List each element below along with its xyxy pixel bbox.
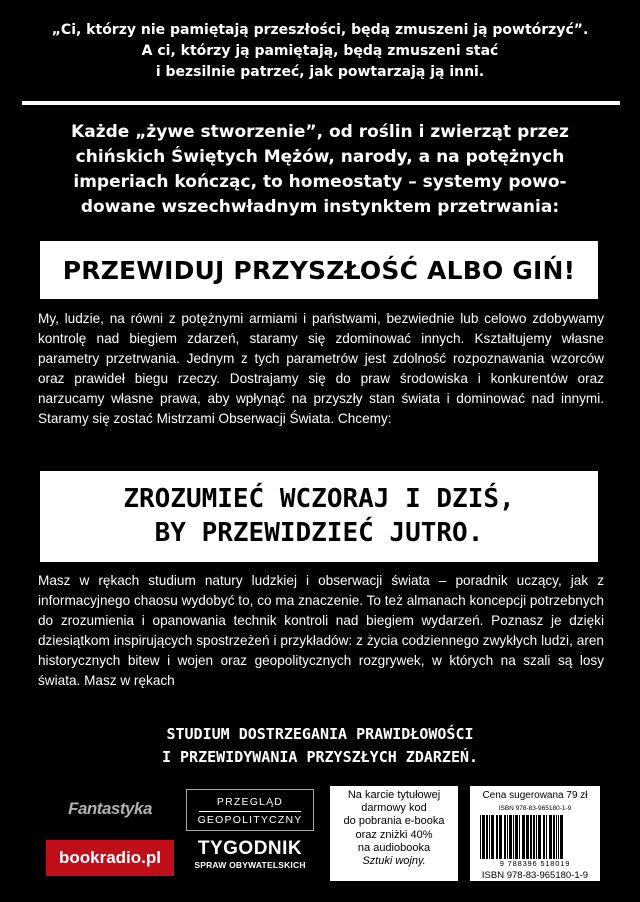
intro-line-4: dowane wszechwładnym instynktem przetrwania:: [80, 197, 560, 217]
intro-line-3: imperiach kończąc, to homeostaty – systemy powo-: [73, 172, 567, 192]
promo-line-3: do pobrania e-booka: [343, 815, 445, 828]
barcode-bar: [519, 815, 520, 859]
paragraph-1: My, ludzie, na równi z potężnymi armiami i państwami, bezwiednie lub celowo zdobywamy kontrolę nad biegiem zdarzeń, staramy się zdominować innych. Kształtujemy własne parametry przetrwania. Jednym z tych parametrów jest zdolność rozpoznawania wzorców oraz prawideł biegu rzeczy. Dostrajamy się do praw środowiska i konkurentów oraz narzucamy własne prawa, aby wpłynąć na przyszły stan świata i dominować nad innymi. Staramy się zostać Mistrzami Obserwacji Świata. Chcemy:: [38, 311, 604, 427]
headline-understand-banner: [40, 471, 598, 562]
quote-line-1: „Ci, którzy nie pamiętają przeszłości, będą zmuszeni ją powtórzyć”.: [51, 22, 589, 38]
barcode-bar: [515, 815, 518, 859]
tygodnik-logo-subtitle: SPRAW OBYWATELSKICH: [194, 860, 306, 870]
fantastyka-logo: [46, 791, 174, 827]
barcode-bar: [507, 815, 508, 859]
barcode-bar: [526, 815, 529, 859]
barcode-bar: [546, 815, 547, 859]
barcode-bar: [480, 815, 481, 859]
bookradio-logo: [46, 840, 174, 876]
przeglad-geopolityczny-logo: [186, 789, 314, 831]
barcode-bar: [543, 815, 545, 859]
bookradio-logo-text: bookradio.pl: [59, 848, 161, 867]
barcode-bar: [558, 815, 559, 859]
przeglad-logo-divider: [199, 811, 301, 812]
barcode-graphic: [478, 815, 592, 859]
fantastyka-logo-text: Fantastyka: [68, 799, 152, 818]
epigraph-quote: [0, 20, 640, 83]
closing-line-2: I PRZEWIDYWANIA PRZYSZŁYCH ZDARZEŃ.: [161, 748, 479, 766]
barcode-bar: [499, 815, 502, 859]
barcode-bar: [491, 815, 494, 859]
promo-line-5: na audiobooka: [357, 841, 431, 854]
tygodnik-logo-title: TYGODNIK: [197, 838, 303, 859]
barcode-bar: [538, 815, 541, 859]
barcode-bar: [556, 815, 557, 859]
intro-line-1: Każde „żywe stworzenie”, od roślin i zwierząt przez: [71, 122, 569, 142]
isbn-small-label: ISBN 978-83-965180-1-9: [498, 805, 572, 812]
promo-title-text: Sztuki wojny.: [362, 855, 426, 868]
barcode-bar: [533, 815, 535, 859]
barcode-bar: [504, 815, 506, 859]
barcode-bar: [530, 815, 532, 859]
promo-line-2: darmowy kod: [361, 802, 427, 815]
barcode-bar: [522, 815, 525, 859]
przeglad-logo-line-1: PRZEGLĄD: [216, 796, 284, 808]
suggested-price: Cena sugerowana 79 zł: [482, 790, 588, 801]
barcode-bar: [496, 815, 498, 859]
barcode-bar: [513, 815, 514, 859]
promo-line-1: Na karcie tytułowej: [347, 789, 441, 801]
barcode-bar: [489, 815, 490, 859]
ebook-promo-box: [330, 786, 458, 881]
paragraph-2: Masz w rękach studium natury ludzkiej i obserwacji świata – poradnik uczący, jak z informacyjnego chaosu wydobyć to, co ma znaczenie. To też almanach koncepcji potrzebnych do zrozumienia i opanowania technik kontroli nad biegiem wydarzeń. Poznasz je dzięki dziesiątkom inspirujących spostrzeżeń i przykładów: z życia codziennego zwykłych ludzi, aren historycznych bitew i wojen oraz geopolitycznych rozgrywek, w których na szali są losy świata. Masz w rękach: [38, 573, 604, 689]
isbn-bottom-label: ISBN 978-83-965180-1-9: [481, 870, 589, 881]
headline-predict-banner: [40, 241, 598, 299]
quote-line-2: A ci, którzy ją pamiętają, będą zmuszeni stać: [141, 43, 499, 59]
divider-rule: [22, 101, 620, 105]
przeglad-logo-line-2: GEOPOLITYCZNY: [197, 814, 303, 826]
barcode-bar: [482, 815, 485, 859]
closing-line-1: STUDIUM DOSTRZEGANIA PRAWIDŁOWOŚCI: [166, 725, 474, 743]
barcode-bar: [486, 815, 488, 859]
barcode-bar: [553, 815, 555, 859]
barcode-bar: [509, 815, 512, 859]
headline-predict-text: PRZEWIDUJ PRZYSZŁOŚĆ ALBO GIŃ!: [62, 255, 576, 285]
tygodnik-logo: [186, 838, 314, 878]
barcode-digits: 9 788396 518019: [499, 859, 571, 868]
intro-line-2: chińskich Świętych Mężów, narody, a na potężnych: [75, 147, 565, 167]
headline-understand-line-1: ZROZUMIEĆ WCZORAJ I DZIŚ,: [123, 484, 515, 514]
barcode-bar: [536, 815, 537, 859]
promo-title: [330, 855, 458, 868]
promo-line-4: oraz zniżki 40%: [355, 828, 433, 841]
barcode-bar: [549, 815, 552, 859]
quote-line-3: i bezsilnie patrzeć, jak powtarzają ją inni.: [155, 64, 485, 80]
isbn-barcode-box: [470, 786, 600, 881]
intro-text: [0, 120, 640, 220]
headline-understand-line-2: BY PRZEWIDZIEĆ JUTRO.: [154, 518, 484, 548]
closing-statement: [0, 723, 640, 769]
barcode-bar: [560, 815, 563, 859]
